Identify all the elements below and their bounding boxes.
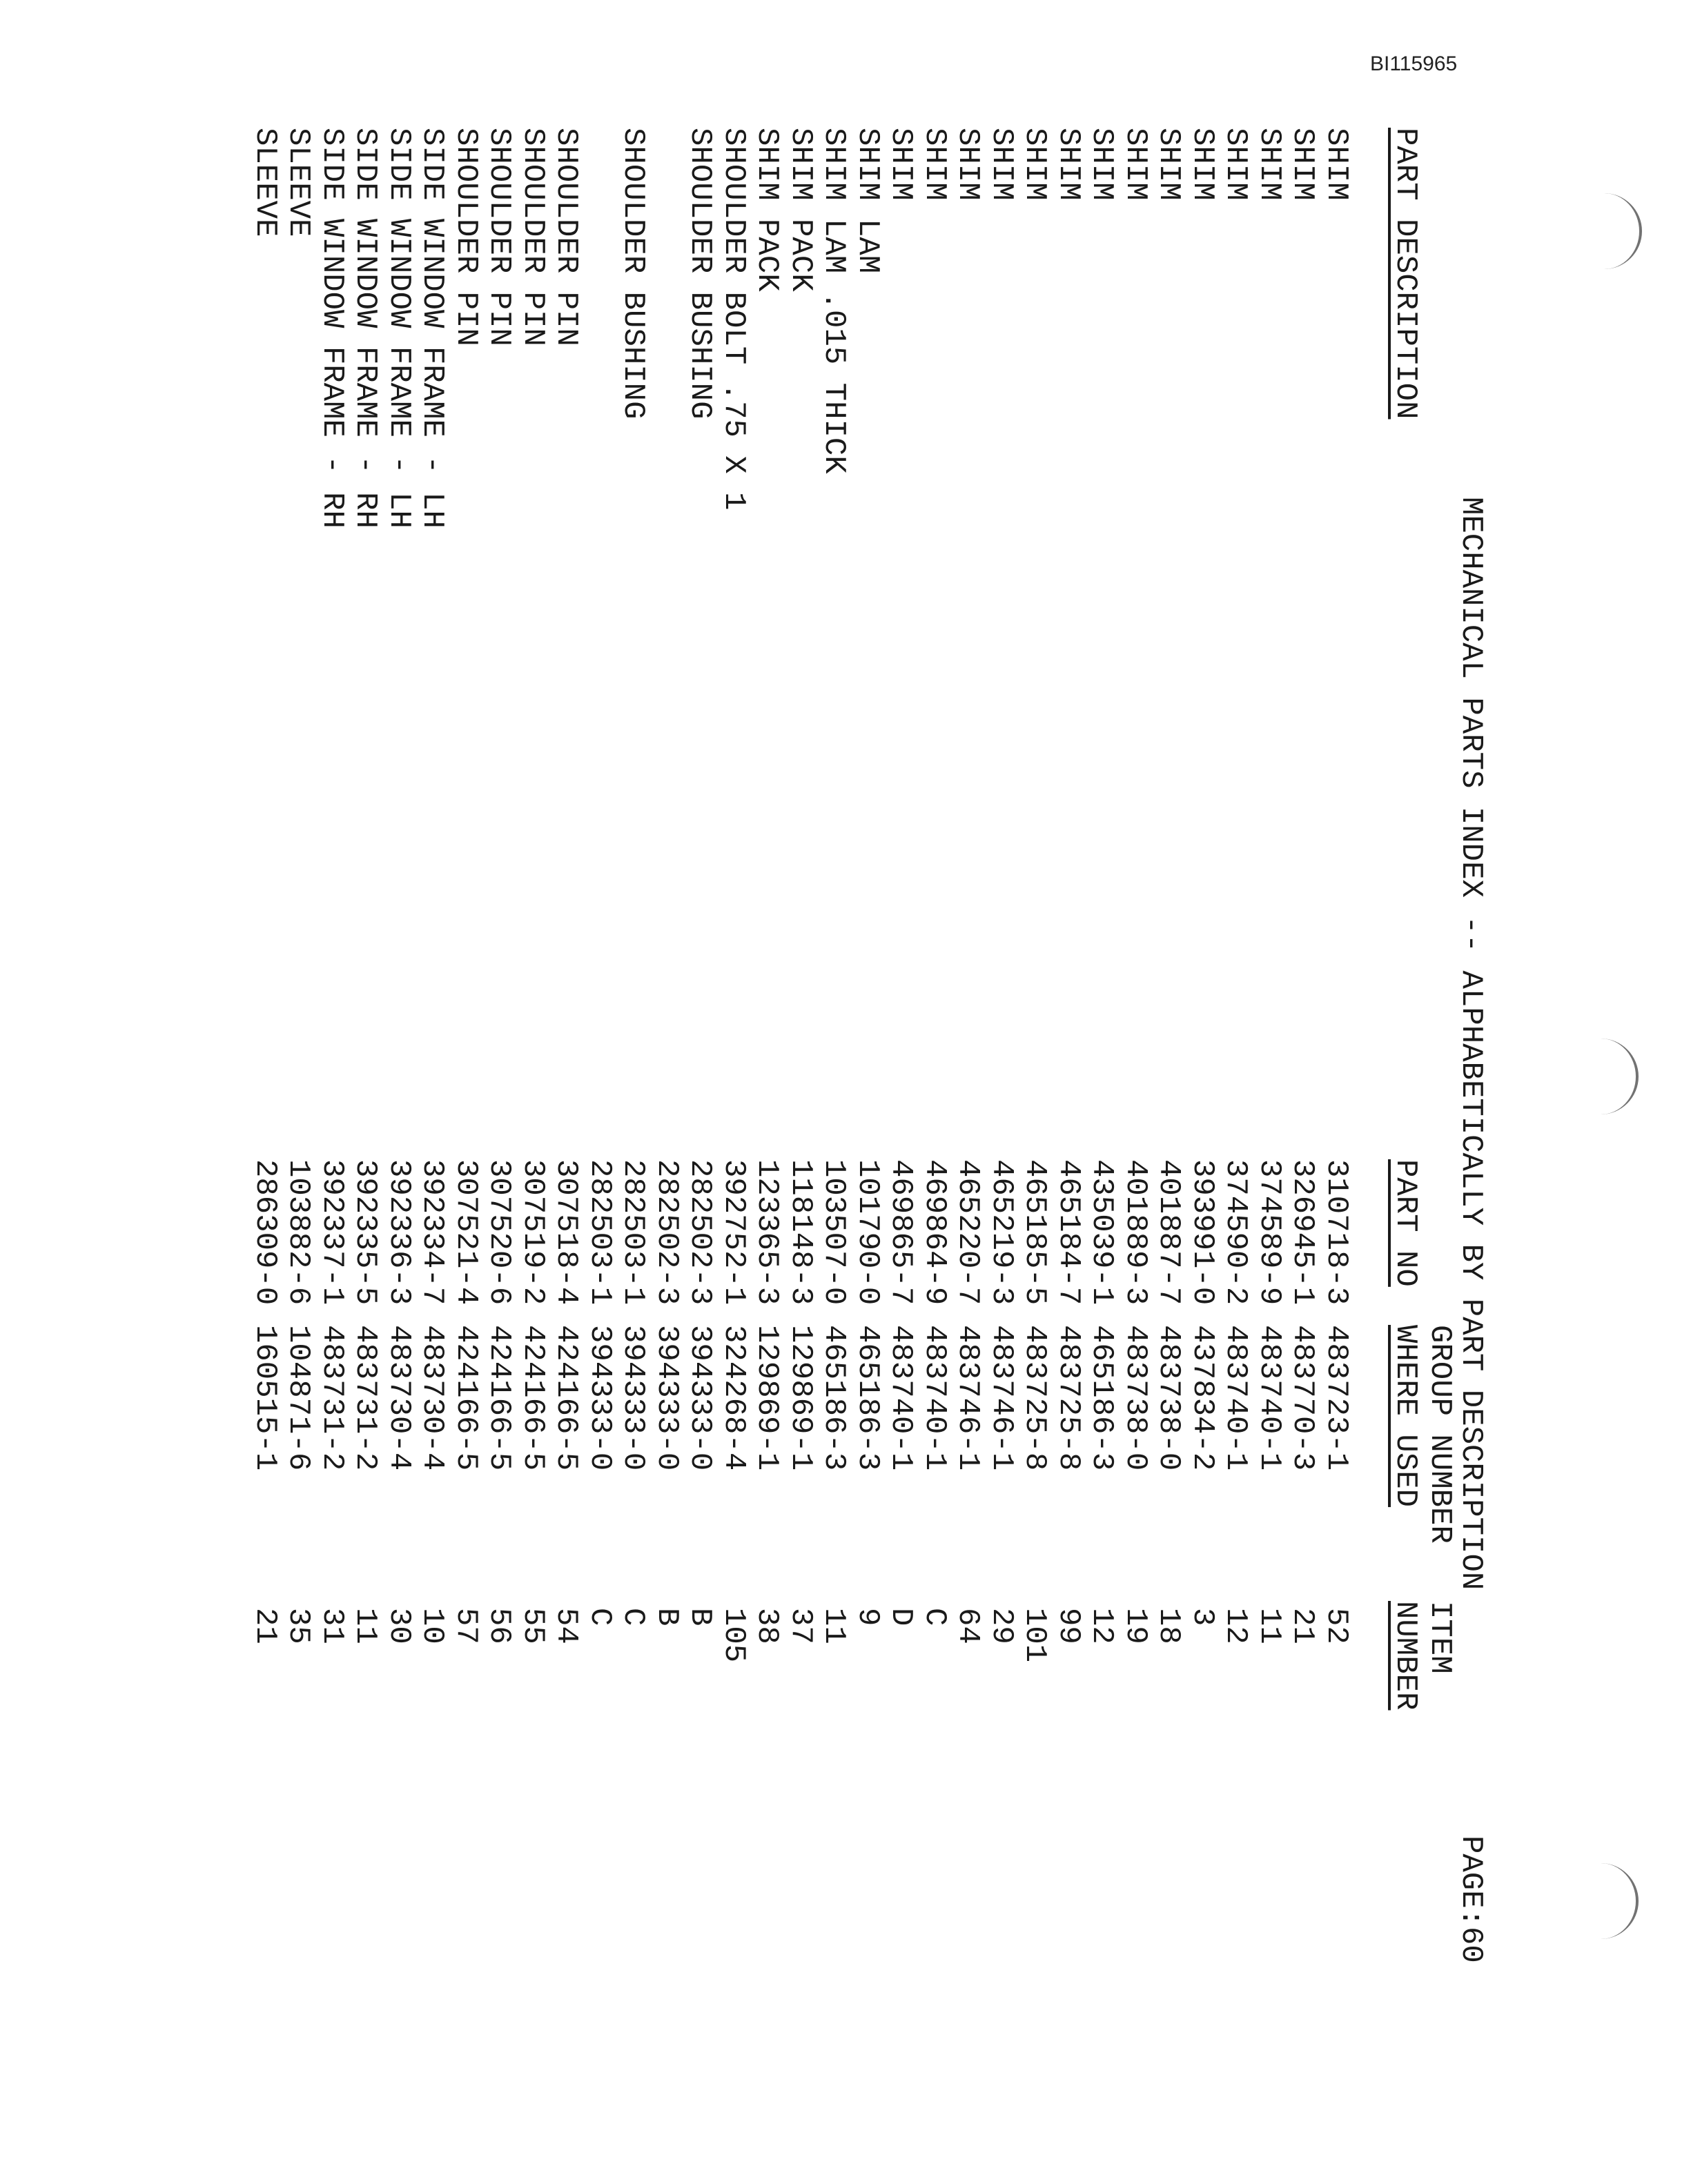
table-row: [683, 104, 717, 2008]
item-number-cell: 19: [1118, 1608, 1153, 1644]
part-no-cell: 465184-7: [1051, 1159, 1086, 1306]
part-description-cell: SLEEVE: [281, 128, 316, 237]
part-no-cell: 326945-1: [1285, 1159, 1320, 1306]
item-number-cell: 11: [348, 1608, 383, 1644]
part-description-cell: SHOULDER PIN: [549, 128, 584, 346]
table-row: [1320, 104, 1353, 2008]
where-used-cell: 394333-0: [683, 1325, 718, 1471]
part-no-cell: 310718-3: [1319, 1159, 1353, 1306]
table-row: [416, 104, 449, 2008]
part-no-cell: 465220-7: [950, 1159, 986, 1306]
item-number-cell: 37: [783, 1608, 818, 1644]
table-row: [717, 104, 751, 2008]
table-row: [382, 104, 416, 2008]
where-used-cell: 483740-1: [883, 1325, 919, 1471]
part-description-cell: SIDE WINDOW FRAME - RH: [348, 128, 383, 529]
part-no-cell: 374589-9: [1252, 1159, 1287, 1306]
where-used-cell: 483740-1: [1252, 1325, 1287, 1471]
table-row: [482, 104, 516, 2008]
part-no-cell: 282502-3: [649, 1159, 684, 1306]
part-description-cell: SHIM LAM: [850, 128, 885, 274]
part-description-cell: SHOULDER PIN: [516, 128, 550, 346]
part-description-cell: SHIM: [1017, 128, 1053, 201]
part-no-cell: 392334-7: [415, 1159, 450, 1306]
column-header-where-used: WHERE USED: [1388, 1325, 1423, 1508]
item-number-cell: 30: [382, 1608, 416, 1644]
part-description-cell: SIDE WINDOW FRAME - RH: [315, 128, 349, 529]
table-row: [650, 104, 684, 2008]
page-number: PAGE:60: [1454, 1836, 1488, 1963]
table-row: [918, 104, 952, 2008]
part-no-cell: 465185-5: [1017, 1159, 1053, 1306]
part-no-cell: 435039-1: [1084, 1159, 1120, 1306]
part-no-cell: 307519-2: [516, 1159, 550, 1306]
where-used-cell: 424166-5: [482, 1325, 517, 1471]
column-header-item: ITEM: [1423, 1601, 1457, 1674]
column-header-item-number: NUMBER: [1388, 1601, 1423, 1711]
table-row: [951, 104, 985, 2008]
where-used-cell: 483738-0: [1151, 1325, 1186, 1471]
item-number-cell: 11: [1252, 1608, 1287, 1644]
part-no-cell: 392752-1: [716, 1159, 751, 1306]
punch-hole-mark: [1591, 193, 1642, 269]
part-no-cell: 392335-5: [348, 1159, 383, 1306]
parts-table: [248, 104, 1353, 2008]
table-row: [1253, 104, 1287, 2008]
item-number-cell: 38: [750, 1608, 785, 1644]
part-description-cell: SHOULDER BUSHING: [616, 128, 651, 420]
where-used-cell: 483731-2: [315, 1325, 349, 1471]
part-description-cell: SHOULDER BOLT .75 X 1: [716, 128, 751, 511]
part-description-cell: SHOULDER BUSHING: [683, 128, 718, 420]
punch-hole-mark: [1587, 1039, 1639, 1114]
item-number-cell: 21: [1285, 1608, 1320, 1644]
where-used-cell: 465186-3: [817, 1325, 852, 1471]
part-description-cell: SHIM: [1118, 128, 1153, 201]
parts-index-sheet: [248, 104, 1518, 2008]
table-row: [349, 104, 382, 2008]
table-row: [1119, 104, 1153, 2008]
part-description-cell: SHOULDER PIN: [449, 128, 483, 346]
page-title: MECHANICAL PARTS INDEX -- ALPHABETICALLY BY PART DESCRIPTION: [1454, 497, 1488, 1591]
item-number-cell: 56: [482, 1608, 517, 1644]
table-row: [884, 104, 918, 2008]
item-number-cell: C: [917, 1608, 952, 1626]
table-row: [1085, 104, 1119, 2008]
part-description-cell: SHIM: [1151, 128, 1186, 201]
part-description-cell: SHIM: [1051, 128, 1086, 201]
item-number-cell: 55: [516, 1608, 550, 1644]
where-used-cell: 465186-3: [1084, 1325, 1120, 1471]
where-used-cell: 129869-1: [783, 1325, 818, 1471]
where-used-cell: 483746-1: [984, 1325, 1019, 1471]
where-used-cell: 483740-1: [1218, 1325, 1253, 1471]
where-used-cell: 483725-8: [1017, 1325, 1053, 1471]
where-used-cell: 483746-1: [950, 1325, 986, 1471]
part-no-cell: 393991-0: [1185, 1159, 1220, 1306]
table-row: [516, 104, 550, 2008]
part-description-cell: SHOULDER PIN: [482, 128, 517, 346]
column-header-part-description: PART DESCRIPTION: [1388, 128, 1423, 420]
part-description-cell: SIDE WINDOW FRAME - LH: [382, 128, 416, 529]
column-header-group-number: GROUP NUMBER: [1423, 1325, 1457, 1544]
where-used-cell: 160515-1: [248, 1325, 282, 1471]
item-number-cell: 12: [1084, 1608, 1120, 1644]
where-used-cell: 424166-5: [516, 1325, 550, 1471]
part-no-cell: 307518-4: [549, 1159, 584, 1306]
where-used-cell: 483738-0: [1118, 1325, 1153, 1471]
part-no-cell: 392337-1: [315, 1159, 349, 1306]
document-id: BI115965: [1370, 52, 1458, 75]
part-no-cell: 307520-6: [482, 1159, 517, 1306]
part-no-cell: 392336-3: [382, 1159, 416, 1306]
part-no-cell: 282503-1: [616, 1159, 651, 1306]
part-no-cell: 101790-0: [850, 1159, 885, 1306]
table-row: [1152, 104, 1186, 2008]
where-used-cell: 424166-5: [549, 1325, 584, 1471]
item-number-cell: 21: [248, 1608, 282, 1644]
part-description-cell: SHIM: [883, 128, 919, 201]
where-used-cell: 483731-2: [348, 1325, 383, 1471]
part-no-cell: 282502-3: [683, 1159, 718, 1306]
item-number-cell: 31: [315, 1608, 349, 1644]
item-number-cell: 18: [1151, 1608, 1186, 1644]
part-description-cell: SHIM: [1319, 128, 1353, 201]
where-used-cell: 483730-4: [415, 1325, 450, 1471]
part-no-cell: 401887-7: [1151, 1159, 1186, 1306]
where-used-cell: 424166-5: [449, 1325, 483, 1471]
part-no-cell: 103882-6: [281, 1159, 316, 1306]
item-number-cell: 57: [449, 1608, 483, 1644]
table-row: [549, 104, 583, 2008]
where-used-cell: 437834-2: [1185, 1325, 1220, 1471]
item-number-cell: D: [883, 1608, 919, 1626]
part-description-cell: SHIM: [1285, 128, 1320, 201]
where-used-cell: 324268-4: [716, 1325, 751, 1471]
item-number-cell: 3: [1185, 1608, 1220, 1626]
table-row: [583, 104, 617, 2008]
table-row: [449, 104, 483, 2008]
part-no-cell: 123365-3: [750, 1159, 785, 1306]
part-no-cell: 286309-0: [248, 1159, 282, 1306]
part-description-cell: SHIM LAM .015 THICK: [817, 128, 852, 474]
part-no-cell: 469865-7: [883, 1159, 919, 1306]
where-used-cell: 483770-3: [1285, 1325, 1320, 1471]
part-description-cell: SHIM PACK: [750, 128, 785, 292]
table-row: [616, 104, 650, 2008]
item-number-cell: 54: [549, 1608, 584, 1644]
item-number-cell: 101: [1017, 1608, 1053, 1663]
part-description-cell: SHIM: [1252, 128, 1287, 201]
item-number-cell: 99: [1051, 1608, 1086, 1644]
part-no-cell: 469864-9: [917, 1159, 952, 1306]
table-row: [248, 104, 282, 2008]
where-used-cell: 104871-6: [281, 1325, 316, 1471]
table-row: [1219, 104, 1253, 2008]
where-used-cell: 483740-1: [917, 1325, 952, 1471]
table-row: [750, 104, 784, 2008]
table-row: [784, 104, 818, 2008]
part-description-cell: SHIM PACK: [783, 128, 818, 292]
table-row: [851, 104, 885, 2008]
item-number-cell: 52: [1319, 1608, 1353, 1644]
part-description-cell: SHIM: [950, 128, 986, 201]
table-row: [282, 104, 315, 2008]
where-used-cell: 483723-1: [1319, 1325, 1353, 1471]
part-description-cell: SLEEVE: [248, 128, 282, 237]
column-header-part-no: PART NO: [1388, 1159, 1423, 1287]
item-number-cell: B: [649, 1608, 684, 1626]
item-number-cell: 64: [950, 1608, 986, 1644]
part-no-cell: 282503-1: [583, 1159, 617, 1306]
where-used-cell: 394333-0: [583, 1325, 617, 1471]
item-number-cell: 10: [415, 1608, 450, 1644]
table-row: [985, 104, 1019, 2008]
table-row: [817, 104, 851, 2008]
where-used-cell: 394333-0: [649, 1325, 684, 1471]
part-no-cell: 465219-3: [984, 1159, 1019, 1306]
part-no-cell: 307521-4: [449, 1159, 483, 1306]
table-row: [1186, 104, 1220, 2008]
item-number-cell: 12: [1218, 1608, 1253, 1644]
where-used-cell: 483730-4: [382, 1325, 416, 1471]
where-used-cell: 394333-0: [616, 1325, 651, 1471]
part-description-cell: SHIM: [984, 128, 1019, 201]
part-no-cell: 118148-3: [783, 1159, 818, 1306]
table-row: [1052, 104, 1086, 2008]
item-number-cell: C: [616, 1608, 651, 1626]
part-description-cell: SHIM: [1185, 128, 1220, 201]
item-number-cell: C: [583, 1608, 617, 1626]
table-row: [1286, 104, 1320, 2008]
table-row: [1018, 104, 1052, 2008]
where-used-cell: 129869-1: [750, 1325, 785, 1471]
part-no-cell: 401889-3: [1118, 1159, 1153, 1306]
where-used-cell: 483725-8: [1051, 1325, 1086, 1471]
item-number-cell: B: [683, 1608, 718, 1626]
part-description-cell: SHIM: [1084, 128, 1120, 201]
item-number-cell: 11: [817, 1608, 852, 1644]
part-no-cell: 103507-0: [817, 1159, 852, 1306]
part-description-cell: SHIM: [1218, 128, 1253, 201]
item-number-cell: 29: [984, 1608, 1019, 1644]
part-description-cell: SIDE WINDOW FRAME - LH: [415, 128, 450, 529]
punch-hole-mark: [1587, 1863, 1639, 1939]
part-no-cell: 374590-2: [1218, 1159, 1253, 1306]
part-description-cell: SHIM: [917, 128, 952, 201]
table-row: [315, 104, 349, 2008]
where-used-cell: 465186-3: [850, 1325, 885, 1471]
item-number-cell: 35: [281, 1608, 316, 1644]
item-number-cell: 105: [716, 1608, 751, 1663]
item-number-cell: 9: [850, 1608, 885, 1626]
